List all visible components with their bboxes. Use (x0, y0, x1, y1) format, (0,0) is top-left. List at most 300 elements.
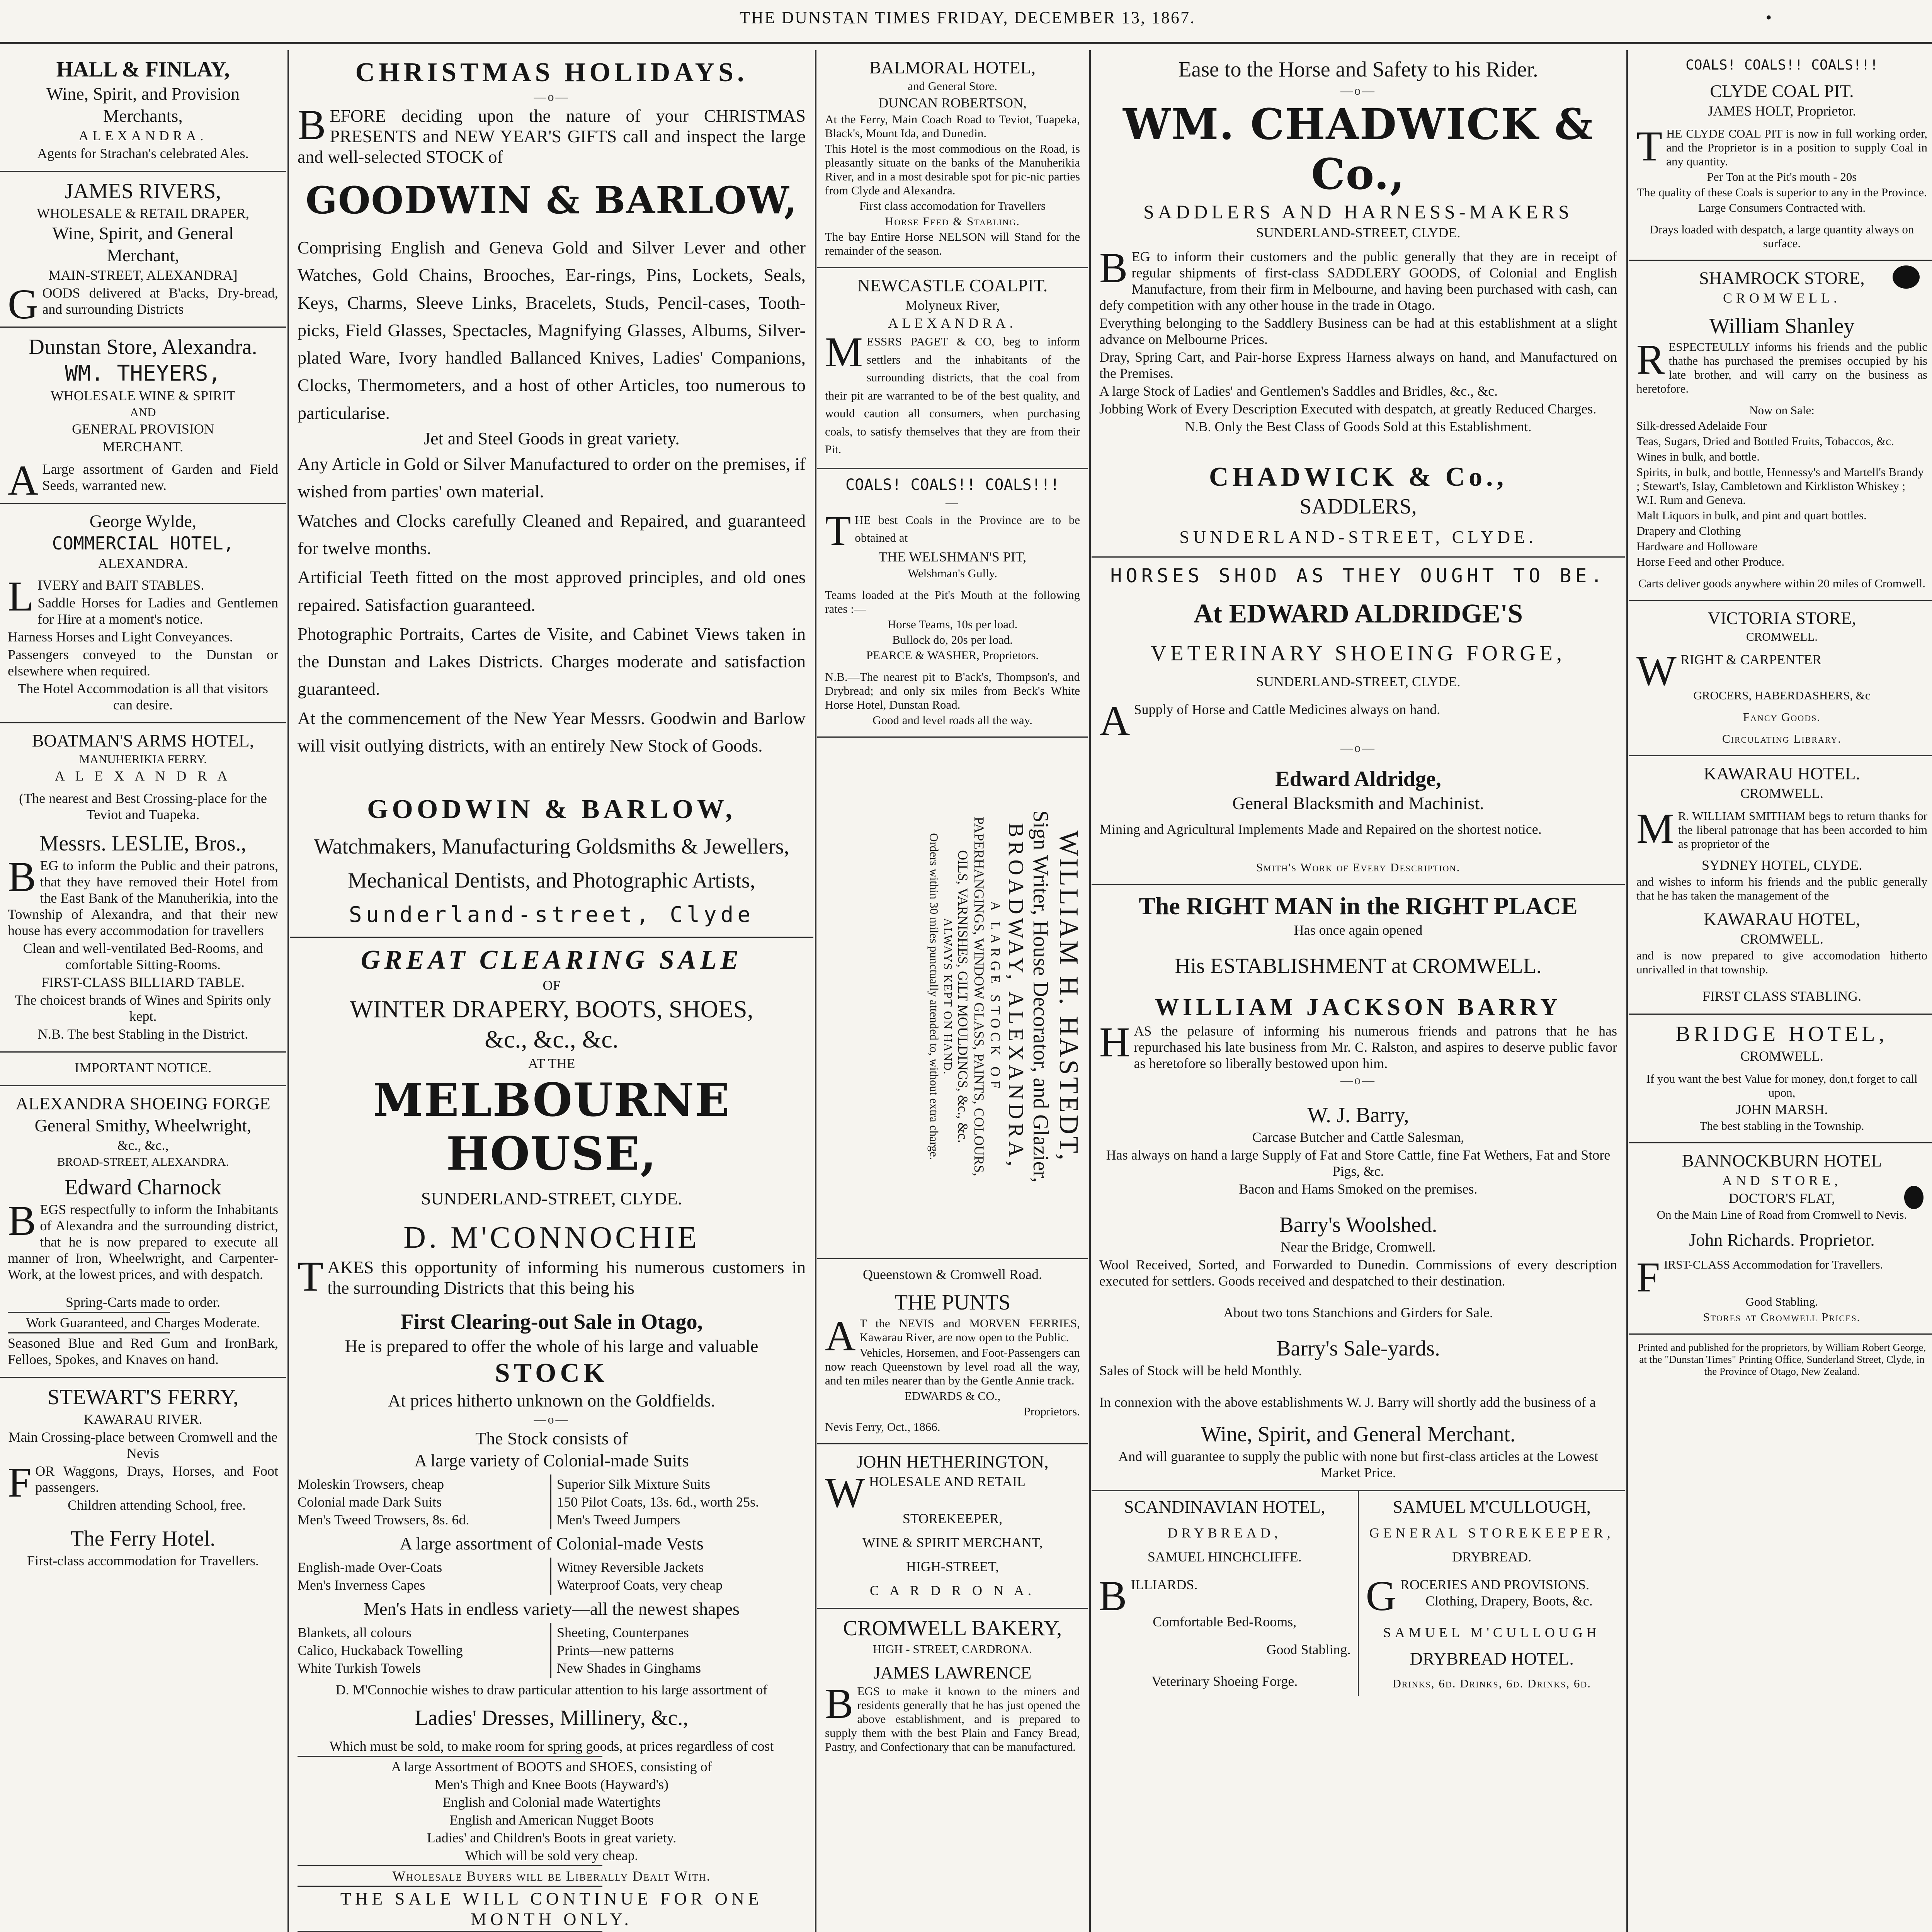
ad-body: HOLESALE AND RETAIL (869, 1473, 1026, 1489)
ad-title: CROMWELL BAKERY, (843, 1616, 1062, 1640)
list-item: Silk-dressed Adelaide Four (1636, 419, 1767, 432)
ad-line: HIGH-STREET, (906, 1558, 999, 1574)
ad-firm: GOODWIN & BARLOW, (367, 794, 736, 825)
ad-line: AND (130, 405, 156, 419)
masthead-dot: • (1765, 8, 1773, 27)
ad-stock: STOCK (495, 1358, 609, 1388)
ad-barry (1092, 885, 1625, 1491)
ad-title: The RIGHT MAN in the RIGHT PLACE (1139, 892, 1578, 920)
ad-boatmans-arms (0, 723, 286, 1053)
ad-para: Bacon and Hams Smoked on the premises. (1239, 1181, 1478, 1197)
ornament: — (946, 495, 959, 509)
ad-title: BOATMAN'S ARMS HOTEL, (32, 731, 254, 750)
ad-para: Jet and Steel Goods in great variety. (423, 429, 680, 449)
ad-line: General Smithy, Wheelwright, (34, 1116, 252, 1135)
ad-name: Edward Aldridge, (1275, 767, 1441, 791)
ad-para: At the commencement of the New Year Messrs. Goodwin and Barlow will visit outlying districts, with an entirely New Stock of Goods. (298, 708, 806, 756)
ad-name: W. J. Barry, (1307, 1103, 1409, 1127)
ad-name: Messrs. LESLIE, Bros., (39, 832, 247, 855)
ad-trade: GENERAL STOREKEEPER, (1369, 1525, 1614, 1541)
ad-sub: AND STORE, (1722, 1173, 1842, 1188)
ad-para: Any Article in Gold or Silver Manufactured to order on the premises, if wished from parties' own material. (298, 454, 806, 502)
ad-dunstan-store (0, 328, 286, 504)
list-item: Prints—new patterns (557, 1643, 674, 1658)
ad-name: George Wylde, (89, 511, 197, 531)
drop-cap: M (825, 328, 863, 376)
ad-para: Drinks, 6d. Drinks, 6d. Drinks, 6d. (1392, 1677, 1592, 1690)
ad-para: A large variety of Colonial-made Suits (414, 1451, 689, 1471)
ad-para: D. M'Connochie wishes to draw particular attention to his large assortment of (335, 1682, 768, 1698)
ad-body: ESSRS PAGET & CO, beg to inform settlers and the inhabitants of the surrounding districts, that the coal from their pit are warranted to be of the best quality, and would caution all consumers, when purchasing coals, to satisfy themselves that they are from their Pit. (825, 335, 1080, 456)
ad-line: Fancy Goods. (1743, 710, 1821, 724)
ad-line: Wine, Spirit, and Provision (46, 84, 240, 104)
ad-para: Teams loaded at the Pit's Mouth at the following rates :— (825, 588, 1080, 616)
ad-address: SUNDERLAND-STREET, CLYDE. (1256, 225, 1461, 240)
ad-line: BROADWAY, ALEXANDRA, (1004, 823, 1028, 1170)
ad-body: EGS respectfully to inform the Inhabitants of Alexandra and the surrounding district, that he is now prepared to execute all manner of Iron, Wheelwright, and Carpenter-Work, at the lowest prices, and with despatch. (8, 1202, 278, 1282)
ad-para: Saddle Horses for Ladies and Gentlemen for Hire at a moment's notice. (37, 595, 278, 627)
ad-name: D. M'CONNOCHIE (403, 1221, 700, 1255)
ad-para: Good and level roads all the way. (872, 713, 1032, 727)
ad-para: Men's Thigh and Knee Boots (Hayward's) (434, 1777, 669, 1793)
ad-place: CROMWELL. (1740, 786, 1823, 801)
ad-para: Jobbing Work of Every Description Executed with despatch, at greatly Reduced Charges. (1099, 401, 1597, 417)
ad-name: DUNCAN ROBERTSON, (878, 95, 1027, 111)
ad-para: Spring-Carts made to order. (66, 1294, 220, 1310)
ad-body: HE best Coals in the Province are to be obtained at (855, 513, 1080, 544)
ad-para: Passengers conveyed to the Dunstan or elsewhere when required. (8, 647, 278, 679)
ad-pit: THE WELSHMAN'S PIT, (878, 549, 1027, 565)
list-item: 150 Pilot Coats, 13s. 6d., worth 25s. (557, 1494, 759, 1510)
ad-para: Men's Hats in endless variety—all the newest shapes (364, 1599, 740, 1619)
ad-title: IMPORTANT NOTICE. (74, 1060, 212, 1075)
ad-para: Which will be sold very cheap. (465, 1848, 638, 1864)
ad-para: Comprising English and Geneva Gold and Silver Lever and other Watches, Gold Chains, Brooches, Ear-rings, Pins, Lockets, Seals, Keys, Charms, Sleeve Links, Bracelets, Studs, Pencil-cases, Tooth-picks, Field Glasses, Spectacles, Magnifying Glasses, Albums, Silver-plated Ware, Ivory handled Ballanced Knives, Ladies' Companions, Clocks, Thermometers, and a host of other Articles, too numerous to particularise. (298, 238, 806, 423)
ad-para: English and Colonial made Watertights (442, 1794, 661, 1810)
ad-line: &c., &c., (117, 1138, 169, 1153)
ad-line: &c., &c., &c. (485, 1026, 619, 1053)
column-2 (290, 50, 813, 1932)
split-ads (1092, 1491, 1625, 1696)
ad-clyde-coal-pit (1629, 50, 1932, 261)
ad-para: Sales of Stock will be held Monthly. (1099, 1363, 1302, 1378)
ad-title: COALS! COALS!! COALS!!! (845, 476, 1060, 494)
ad-victoria-store (1629, 601, 1932, 756)
ad-para: At prices hitherto unknown on the Goldfields. (388, 1391, 716, 1411)
column-3 (817, 50, 1088, 1932)
ad-sub: Molyneux River, (905, 298, 1000, 313)
ad-cromwell-bakery (817, 1609, 1088, 1763)
ad-name: SAMUEL HINCHCLIFFE. (1147, 1549, 1302, 1565)
drop-cap: B (825, 1680, 854, 1727)
list-item: Colonial made Dark Suits (298, 1494, 442, 1510)
ad-scandinavian-hotel (1092, 1491, 1358, 1696)
ad-title: VICTORIA STORE, (1708, 608, 1856, 628)
ad-para: If you want the best Value for money, don,t forget to call upon, (1646, 1072, 1918, 1099)
ad-hetherington (817, 1444, 1088, 1609)
ad-para: In connexion with the above establishments W. J. Barry will shortly add the business of a (1099, 1395, 1596, 1410)
drop-cap: T (1636, 122, 1663, 170)
ad-james-rivers (0, 172, 286, 328)
ad-para: Artificial Teeth fitted on the most approved principles, and old ones repaired. Satisfaction guaranteed. (298, 567, 806, 615)
ink-blot (1893, 265, 1920, 289)
ad-line: Orders within 30 miles punctually attended to, without extra charge. (927, 833, 941, 1160)
ad-para: First-class accommodation for Travellers. (27, 1553, 259, 1568)
masthead-rule (0, 42, 1932, 44)
ad-para: PEARCE & WASHER, Proprietors. (866, 648, 1039, 662)
ad-line: AT THE (528, 1056, 575, 1071)
drop-cap: A (825, 1312, 856, 1359)
ad-title: COMMERCIAL HOTEL, (52, 533, 234, 554)
ad-body: ESPECTEULLY informs his friends and the public thathe has purchased the premises occupied by his late brother, and will carry on the business as heretofore. (1636, 340, 1927, 395)
ad-para: He is prepared to offer the whole of his large and valuable (345, 1336, 759, 1356)
ad-para: Nevis Ferry, Oct., 1866. (825, 1420, 940, 1434)
drop-cap: W (825, 1469, 865, 1516)
ad-the-punts (817, 1259, 1088, 1444)
ad-line: OILS, VARNISHES, GILT MOULDINGS, &c., &c. (955, 850, 971, 1143)
ad-line: WINE & SPIRIT MERCHANT, (862, 1534, 1043, 1550)
ad-title: CLYDE COAL PIT. (1710, 81, 1854, 101)
ad-para: and wishes to inform his friends and the public generally that he has taken the management of the (1636, 875, 1927, 902)
ad-sub: VETERINARY SHOEING FORGE, (1151, 641, 1566, 665)
ad-establishment: His ESTABLISHMENT at CROMWELL. (1175, 954, 1542, 978)
ad-firm: CHADWICK & Co., (1209, 462, 1508, 492)
ad-para: N.B.—The nearest pit to B'ack's, Thompson's, and Drybread; and only six miles from Beck's White Horse Hotel, Dunstan Road. (825, 670, 1080, 711)
list-item: Men's Tweed Trowsers, 8s. 6d. (298, 1512, 469, 1528)
ad-line: Welshman's Gully. (908, 566, 997, 580)
ad-para: FIRST-CLASS BILLIARD TABLE. (41, 975, 245, 990)
ad-line: SYDNEY HOTEL, CLYDE. (1701, 857, 1862, 873)
ad-hotel: The Ferry Hotel. (70, 1527, 216, 1551)
ad-body: EG to inform their customers and the public generally that they are in receipt of regular shipments of first-class SADDLERY GOODS, of Colonial and English Manufacture, from their firm in Melbourne, and having been purchased with cash, can defy competition with any other house in the trade in Otago. (1099, 249, 1617, 313)
ad-place: DRYBREAD, (1167, 1525, 1282, 1541)
ad-title: BRIDGE HOTEL, (1675, 1022, 1888, 1046)
ad-para: Horse Feed & Stabling. (885, 214, 1020, 228)
ad-place: DOCTOR'S FLAT, (1728, 1190, 1835, 1206)
ad-title: WILLIAM H. HASTEDT, (1054, 830, 1083, 1163)
ad-para: EDWARDS & CO., (904, 1389, 1000, 1403)
ad-title: STEWART'S FERRY, (47, 1385, 239, 1409)
ad-para: Good Stabling. (1266, 1642, 1351, 1657)
ad-clearing-sale (290, 938, 813, 1932)
ad-top: COALS! COALS!! COALS!!! (1685, 57, 1878, 73)
ad-para: On the Main Line of Road from Cromwell to Nevis. (1656, 1208, 1907, 1221)
ad-para: Veterinary Shoeing Forge. (1151, 1673, 1298, 1689)
ad-road: Queenstown & Cromwell Road. (863, 1266, 1042, 1282)
ink-blot (1904, 1186, 1923, 1209)
ad-firm: GOODWIN & BARLOW, (305, 179, 798, 222)
ad-para: The Hotel Accommodation is all that visitors can desire. (18, 681, 268, 713)
ad-line: GENERAL PROVISION (72, 421, 214, 437)
drop-cap: G (8, 281, 39, 328)
ad-kawarau-hotel (1629, 756, 1932, 1015)
ad-body: ROCERIES AND PROVISIONS. (1400, 1577, 1590, 1592)
ad-mccullough (1358, 1491, 1625, 1696)
ad-name: Edward Charnock (65, 1175, 221, 1199)
ad-para: Drays loaded with despatch, a large quantity always on surface. (1650, 223, 1914, 250)
ad-para: The best stabling in the Township. (1699, 1119, 1864, 1133)
ad-para: Everything belonging to the Saddlery Business can be had at this establishment at a slight advance on Melbourne Prices. (1099, 315, 1617, 347)
ad-name: JOHN HETHERINGTON, (856, 1451, 1049, 1471)
list-item: Superior Silk Mixture Suits (557, 1476, 711, 1492)
masthead (0, 8, 1932, 39)
drop-cap: M (1636, 805, 1674, 852)
list-item: Malt Liquors in bulk, and pint and quart bottles. (1636, 509, 1867, 522)
list-item: Calico, Huckaback Towelling (298, 1643, 463, 1658)
ad-line: GROCERS, HABERDASHERS, &c (1693, 689, 1871, 702)
ad-para: Harness Horses and Light Conveyances. (8, 629, 233, 645)
ad-signature: SAMUEL M'CULLOUGH (1383, 1625, 1600, 1640)
list-item: English-made Over-Coats (298, 1560, 442, 1575)
ad-para: THE SALE WILL CONTINUE FOR ONE MONTH ONLY. (340, 1889, 763, 1929)
ad-line: PAPERHANGINGS, WINDOW GLASS, PAINTS, COLOURS, (971, 816, 987, 1176)
ad-place: ALEXANDRA. (78, 128, 207, 143)
imprint (1629, 1335, 1932, 1387)
ad-para: Bullock do, 20s per load. (892, 633, 1013, 646)
ad-welshmans-pit (817, 469, 1088, 738)
ad-para: Clothing, Drapery, Boots, &c. (1425, 1593, 1593, 1609)
ad-title: HALL & FINLAY, (56, 58, 230, 82)
ad-sub: Has once again opened (1294, 922, 1423, 938)
ad-trade: Carcase Butcher and Cattle Salesman, (1252, 1129, 1464, 1145)
ad-para: Work Guaranteed, and Charges Moderate. (26, 1315, 260, 1330)
ad-aldridge (1092, 558, 1625, 885)
drop-cap: F (8, 1459, 32, 1506)
ad-bannockburn-hotel (1629, 1143, 1932, 1335)
ad-name: William Shanley (1709, 314, 1855, 338)
ad-line: KAWARAU HOTEL, (1703, 909, 1861, 929)
ad-address: MAIN-STREET, ALEXANDRA] (48, 267, 238, 283)
ad-line: WHOLESALE WINE & SPIRIT (50, 388, 236, 403)
ad-place: ALEXANDRA. (98, 556, 188, 571)
ad-place: CROMWELL. (1746, 630, 1818, 643)
ad-para: Per Ton at the Pit's mouth - 20s (1707, 170, 1857, 184)
ad-top: HORSES SHOD AS THEY OUGHT TO BE. (1110, 565, 1606, 587)
ad-place: CROMWELL. (1740, 1048, 1823, 1064)
ad-address: SUNDERLAND-STREET, CLYDE. (1179, 527, 1537, 547)
ad-shoeing-forge (0, 1086, 286, 1378)
ad-title: THE PUNTS (894, 1290, 1011, 1315)
ad-body: ILLIARDS. (1131, 1577, 1198, 1592)
ad-para: First class accomodation for Travellers (859, 199, 1046, 213)
ad-para: Good Stabling. (1745, 1295, 1818, 1308)
ad-para: The quality of these Coals is superior to any in the Province. (1637, 185, 1927, 199)
ad-trade: SADDLERS, (1299, 495, 1417, 519)
ad-para: A large Stock of Ladies' and Gentlemen's Saddles and Bridles, &c., &c. (1099, 383, 1498, 399)
ad-place: A L E X A N D R A (54, 768, 231, 784)
ad-body: IVERY and BAIT STABLES. (37, 577, 204, 593)
ad-para: Stores at Cromwell Prices. (1703, 1310, 1861, 1324)
list-item: New Shades in Ginghams (557, 1660, 701, 1676)
ad-body: Supply of Horse and Cattle Medicines always on hand. (1134, 702, 1440, 717)
ad-newcastle-coalpit (817, 268, 1088, 469)
ad-line: WHOLESALE & RETAIL DRAPER, (37, 206, 249, 221)
ad-line: WINTER DRAPERY, BOOTS, SHOES, (350, 995, 753, 1023)
list-item: White Turkish Towels (298, 1660, 421, 1676)
ad-para: Seasoned Blue and Red Gum and IronBark, Felloes, Spokes, and Knaves on hand. (8, 1335, 278, 1367)
ad-trade: General Blacksmith and Machinist. (1232, 793, 1484, 813)
ad-para: Smith's Work of Every Description. (1256, 861, 1461, 874)
ad-name: John Richards. Proprietor. (1689, 1230, 1875, 1250)
ad-body: OODS delivered at B'acks, Dry-bread, and surrounding Districts (42, 285, 278, 317)
ad-address: SUNDERLAND-STREET, CLYDE. (1256, 674, 1461, 689)
ad-line: MERCHANT. (102, 439, 184, 454)
ad-place: ALEXANDRA. (888, 315, 1017, 331)
ornament: —o— (1340, 741, 1376, 755)
ad-body: OR Waggons, Drays, Horses, and Foot passengers. (35, 1463, 278, 1495)
ad-para: Near the Bridge, Cromwell. (1281, 1239, 1436, 1255)
ad-chadwick (1092, 50, 1625, 558)
ad-sub: KAWARAU RIVER. (83, 1412, 202, 1427)
ad-para: Children attending School, free. (68, 1497, 246, 1513)
ad-title: JAMES RIVERS, (65, 179, 221, 203)
ad-address: BROAD-STREET, ALEXANDRA. (57, 1155, 229, 1168)
ad-balmoral-hotel (817, 50, 1088, 268)
drop-cap: B (8, 853, 36, 900)
ad-para: Proprietors. (1024, 1404, 1080, 1418)
column-5 (1629, 50, 1932, 1932)
ad-body: EFORE deciding upon the nature of your CHRISTMAS PRESENTS and NEW YEAR'S GIFTS call and inspect the large and well-selected STOCK of (298, 106, 806, 167)
list-item: Drapery and Clothing (1636, 524, 1741, 537)
ad-sub: and General Store. (908, 79, 997, 93)
ad-sub: MANUHERIKIA FERRY. (79, 752, 207, 766)
ad-name: WM. THEYERS, (65, 361, 221, 386)
ornament: —o— (534, 1412, 570, 1427)
ad-para: Which must be sold, to make room for spring goods, at prices regardless of cost (329, 1738, 774, 1754)
list-item: Men's Inverness Capes (298, 1577, 425, 1593)
ad-para: Horse Teams, 10s per load. (887, 617, 1018, 631)
ad-body: EGS to make it known to the miners and residents generally that he has just opened the above establishment, and is prepared to supply them with the best Plain and Fancy Bread, Pastry, and Confectionary that can be manufactured. (825, 1684, 1080, 1753)
ad-name: WILLIAM JACKSON BARRY (1155, 994, 1561, 1020)
ad-name: JAMES HOLT, Proprietor. (1708, 103, 1856, 119)
ad-body: RIGHT & CARPENTER (1680, 652, 1822, 667)
ad-line: ALWAYS KEPT ON HAND. (941, 918, 955, 1075)
drop-cap: B (1099, 1572, 1127, 1619)
ad-place: CROMWELL. (1723, 290, 1841, 306)
ad-house: MELBOURNE HOUSE, (372, 1073, 730, 1181)
ad-name: JAMES LAWRENCE (873, 1662, 1032, 1682)
ad-title: KAWARAU HOTEL. (1703, 764, 1861, 783)
ad-heading: Wine, Spirit, and General Merchant. (1201, 1422, 1516, 1446)
ad-para: A large Assortment of BOOTS and SHOES, consisting of (391, 1759, 712, 1775)
ad-para: Large Consumers Contracted with. (1698, 201, 1866, 214)
ad-line: C A R D R O N A. (869, 1582, 1036, 1598)
drop-cap: F (1636, 1253, 1660, 1301)
ornament: —o— (1340, 83, 1376, 97)
ad-para: Watches and Clocks carefully Cleaned and Repaired, and guaranteed for twelve months. (298, 510, 806, 558)
drop-cap: B (8, 1197, 36, 1244)
ad-body: AS the pelasure of informing his numerous friends and patrons that he has repurchased his late business from Mr. C. Ralston, and aspires to deserve public favor as heretofore so liberally bestowed upon him. (1134, 1023, 1617, 1071)
ad-place: DRYBREAD. (1452, 1549, 1532, 1565)
ad-title: SHAMROCK STORE, (1699, 268, 1865, 288)
ad-name: SAMUEL M'CULLOUGH, (1393, 1497, 1591, 1517)
ad-para: Wool Received, Sorted, and Forwarded to Dunedin. Commissions of every description executed for settlers. Goods received and despatched to their destination. (1099, 1257, 1617, 1289)
drop-cap: A (1099, 697, 1130, 744)
list-item: Spirits, in bulk, and bottle, Hennessy's and Martell's Brandy ; Stewart's, Islay, Cambletown and Kirkliston Whiskey ; W.I. Rum and Geneva. (1636, 465, 1924, 507)
ad-body: Large assortment of Garden and Field Seeds, warranted new. (42, 461, 278, 493)
ad-title: BALMORAL HOTEL, (869, 58, 1036, 77)
ad-para: and is now prepared to give accomodation hitherto unrivalled in that township. (1636, 949, 1927, 976)
ad-line: Sign Writer, House Decorator, and Glazier, (1029, 810, 1053, 1183)
ad-para: And will guarantee to supply the public with none but first-class articles at the Lowest Market Price. (1118, 1449, 1598, 1480)
ad-para: Clean and well-ventilated Bed-Rooms, and comfortable Sitting-Rooms. (23, 940, 263, 972)
list-item: Wines in bulk, and bottle. (1636, 450, 1760, 463)
ad-line: Sunderland-street, Clyde (349, 902, 755, 928)
drop-cap: T (298, 1253, 324, 1300)
ad-title: GREAT CLEARING SALE (361, 945, 743, 975)
ad-para: Dray, Spring Cart, and Pair-horse Express Harness always on hand, and Manufactured on the Premises. (1099, 349, 1617, 381)
ad-body: R. WILLIAM SMITHAM begs to return thanks for the liberal patronage that has been accorded to him as proprietor of the (1678, 809, 1927, 850)
ad-line: A LARGE STOCK OF (988, 901, 1003, 1092)
ad-ladies: Ladies' Dresses, Millinery, &c., (415, 1706, 689, 1730)
ad-line: Circulating Library. (1722, 732, 1842, 745)
ad-para: A large assortment of Colonial-made Vests (400, 1534, 704, 1554)
ornament: —o— (534, 90, 570, 104)
ad-para: Now on Sale: (1749, 403, 1815, 417)
ad-body: HE CLYDE COAL PIT is now in full working order, and the Proprietor is in a position to supply Coal in any quantity. (1666, 127, 1927, 168)
ad-para: Main Crossing-place between Cromwell and the Nevis (8, 1429, 278, 1461)
ad-body: T the NEVIS and MORVEN FERRIES, Kawarau River, are now open to the Public. (859, 1316, 1080, 1344)
column-rule (1626, 50, 1628, 1932)
drop-cap: A (8, 457, 39, 504)
ad-line: Watchmakers, Manufacturing Goldsmiths & Jewellers, (314, 835, 789, 859)
ad-heading: Barry's Woolshed. (1279, 1213, 1437, 1237)
ad-line: Merchant, (107, 245, 179, 265)
ad-body: IRST-CLASS Accommodation for Travellers. (1664, 1258, 1883, 1271)
drop-cap: H (1099, 1019, 1130, 1066)
ad-para: The bay Entire Horse NELSON will Stand for the remainder of the season. (825, 230, 1080, 257)
column-rule (815, 50, 816, 1932)
list-item: Waterproof Coats, very cheap (557, 1577, 723, 1593)
masthead-title: THE DUNSTAN TIMES FRIDAY, DECEMBER 13, 1867. (739, 8, 1196, 27)
ad-title: At EDWARD ALDRIDGE'S (1194, 599, 1523, 629)
ad-bridge-hotel (1629, 1015, 1932, 1143)
ad-line: First Clearing-out Sale in Otago, (400, 1310, 703, 1334)
ad-line: Mechanical Dentists, and Photographic Artists, (348, 869, 755, 893)
ad-para: N.B. Only the Best Class of Goods Sold at this Establishment. (1185, 419, 1532, 434)
ad-sub: HIGH - STREET, CARDRONA. (873, 1642, 1032, 1656)
ad-title: ALEXANDRA SHOEING FORGE (15, 1094, 270, 1113)
ad-firm: WM. CHADWICK & Co., (1123, 99, 1594, 199)
list-item: Hardware and Holloware (1636, 539, 1758, 553)
ad-para: Carts deliver goods anywhere within 20 miles of Cromwell. (1638, 577, 1925, 590)
list-item: Horse Feed and other Produce. (1636, 555, 1785, 568)
drop-cap: W (1636, 647, 1677, 694)
ad-hall-finlay (0, 50, 286, 172)
ad-hotel: DRYBREAD HOTEL. (1410, 1649, 1574, 1668)
column-rule (1089, 50, 1091, 1932)
list-item: Witney Reversible Jackets (557, 1560, 704, 1575)
ad-body: EG to inform the Public and their patrons, that they have removed their Hotel from the East Bank of the Manuherikia, into the Township of Alexandra, and that their new house has every accommodation for travellers (8, 858, 278, 938)
ad-line: STOREKEEPER, (902, 1510, 1003, 1526)
ad-title: CHRISTMAS HOLIDAYS. (355, 58, 748, 87)
drop-cap: T (825, 507, 851, 554)
ornament: —o— (1340, 1073, 1376, 1087)
ad-title: BANNOCKBURN HOTEL (1682, 1151, 1882, 1170)
ad-hastedt-rotated (817, 738, 1088, 1259)
ad-address: SUNDERLAND-STREET, CLYDE. (421, 1189, 682, 1209)
ad-line: CROMWELL. (1740, 931, 1823, 947)
ad-title: Dunstan Store, Alexandra. (29, 335, 257, 359)
ad-shamrock-store (1629, 261, 1932, 601)
ad-note: (The nearest and Best Crossing-place for the Teviot and Tuapeka. (19, 791, 267, 822)
ad-top: Ease to the Horse and Safety to his Rider. (1178, 58, 1538, 82)
imprint-text: Printed and published for the proprietors, by William Robert George, at the "Dunstan Times" Printing Office, Sunderland Street, Clyde, in the Province of Otago, New Zealand. (1638, 1342, 1926, 1377)
ad-para: Photographic Portraits, Cartes de Visite, and Cabinet Views taken in the Dunstan and Lakes Districts. Charges moderate and satisfaction guaranteed. (298, 624, 806, 699)
ad-para: The choicest brands of Wines and Spirits only kept. (15, 992, 271, 1024)
ad-line: Merchants, (103, 106, 183, 126)
list-item: Men's Tweed Jumpers (557, 1512, 680, 1528)
